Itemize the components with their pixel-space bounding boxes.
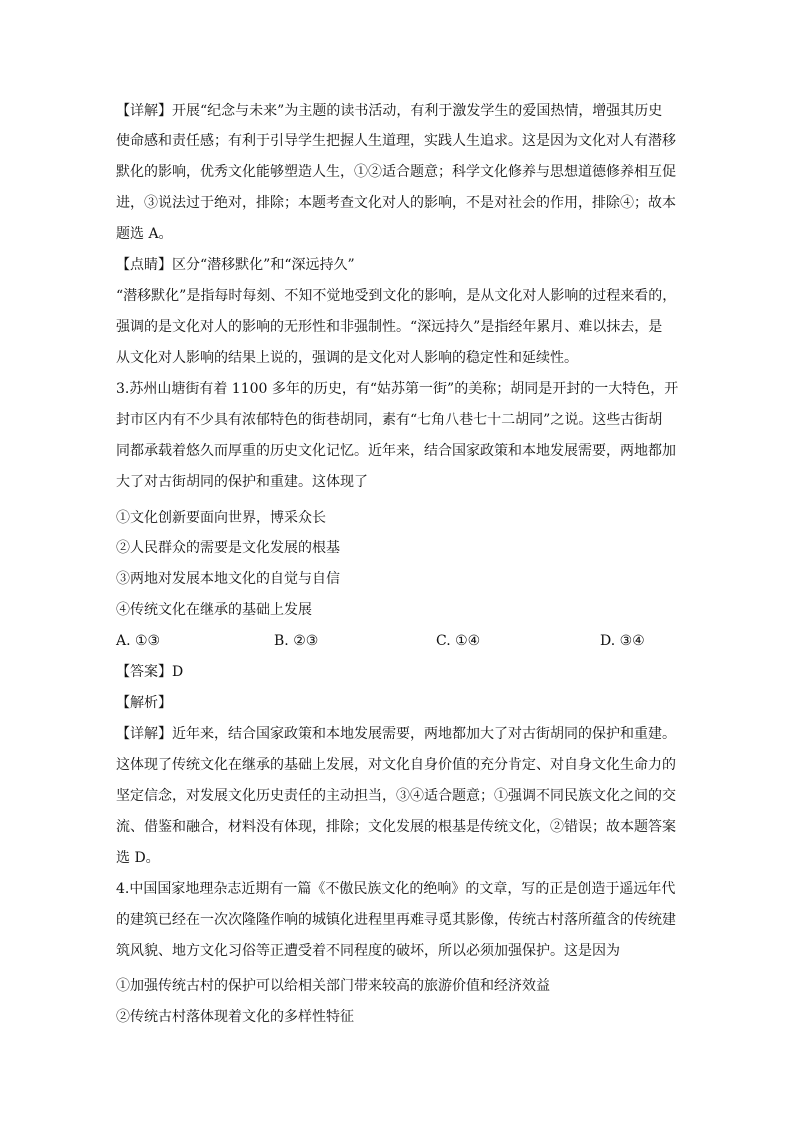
statement-3: ③两地对发展本地文化的自觉与自信 <box>116 571 340 587</box>
text-line: 大了对古街胡同的保护和重建。这体现了 <box>116 474 368 490</box>
text-line: “潜移默化”是指每时每刻、不知不觉地受到文化的影响，是从文化对人影响的过程来看的， <box>116 288 677 304</box>
analysis-heading: 【解析】 <box>116 695 172 711</box>
option-b: B. ②③ <box>274 633 319 649</box>
text-line: 默化的影响，优秀文化能够塑造人生，①②适合题意；科学文化修养与思想道德修养相互促 <box>116 164 676 180</box>
text-line: 筑风貌、地方文化习俗等正遭受着不同程度的破坏，所以必须加强保护。这是因为 <box>116 943 620 959</box>
text-line: 流、借鉴和融合，材料没有体现，排除；文化发展的根基是传统文化，②错误；故本题答案 <box>116 819 676 835</box>
text-line: 【点睛】区分“潜移默化”和“深远持久” <box>116 257 355 273</box>
text-line: 选 D。 <box>116 850 160 866</box>
option-d: D. ③④ <box>600 633 645 649</box>
text-line: 这体现了传统文化在继承的基础上发展，对文化自身价值的充分肯定、对自身文化生命力的 <box>116 757 676 773</box>
statement-1: ①加强传统古村的保护可以给相关部门带来较高的旅游价值和经济效益 <box>116 978 550 994</box>
text-line: 坚定信念，对发展文化历史责任的主动担当，③④适合题意；①强调不同民族文化之间的交 <box>116 788 676 804</box>
statement-2: ②人民群众的需要是文化发展的根基 <box>116 540 340 556</box>
question-3-stem: 3.苏州山塘街有着 1100 多年的历史，有“姑苏第一街”的美称；胡同是开封的一大特色，开 <box>116 381 679 397</box>
text-line: 题选 A。 <box>116 226 173 242</box>
statement-1: ①文化创新要面向世界，博采众长 <box>116 510 326 526</box>
question-4-stem: 4.中国国家地理杂志近期有一篇《不傲民族文化的绝响》的文章，写的正是创造于遥远年代 <box>116 881 676 897</box>
statement-4: ④传统文化在继承的基础上发展 <box>116 602 312 618</box>
option-a: A. ①③ <box>116 633 161 649</box>
text-line: 使命感和责任感；有利于引导学生把握人生道理，实践人生追求。这是因为文化对人有潜移 <box>116 133 676 149</box>
option-c: C. ①④ <box>436 633 481 649</box>
text-line: 进，③说法过于绝对，排除；本题考查文化对人的影响，不是对社会的作用，排除④；故本 <box>116 195 676 211</box>
text-line: 强调的是文化对人的影响的无形性和非强制性。“深远持久”是指经年累月、难以抹去，是 <box>116 319 663 335</box>
text-line: 从文化对人影响的结果上说的，强调的是文化对人影响的稳定性和延续性。 <box>116 350 578 366</box>
text-line: 【详解】开展“纪念与未来”为主题的读书活动，有利于激发学生的爱国热情，增强其历史 <box>116 103 663 119</box>
text-line: 【详解】近年来，结合国家政策和本地发展需要，两地都加大了对古街胡同的保护和重建。 <box>116 726 676 742</box>
answer-line: 【答案】D <box>116 664 184 680</box>
answer-options <box>116 631 676 651</box>
statement-2: ②传统古村落体现着文化的多样性特征 <box>116 1009 354 1025</box>
text-line: 封市区内有不少具有浓郁特色的街巷胡同，素有“七角八巷七十二胡同”之说。这些古街胡 <box>116 412 663 428</box>
text-line: 的建筑已经在一次次隆隆作响的城镇化进程里再难寻觅其影像，传统古村落所蕴含的传统建 <box>116 912 676 928</box>
text-line: 同都承载着悠久而厚重的历史文化记忆。近年来，结合国家政策和本地发展需要，两地都加 <box>116 443 676 459</box>
